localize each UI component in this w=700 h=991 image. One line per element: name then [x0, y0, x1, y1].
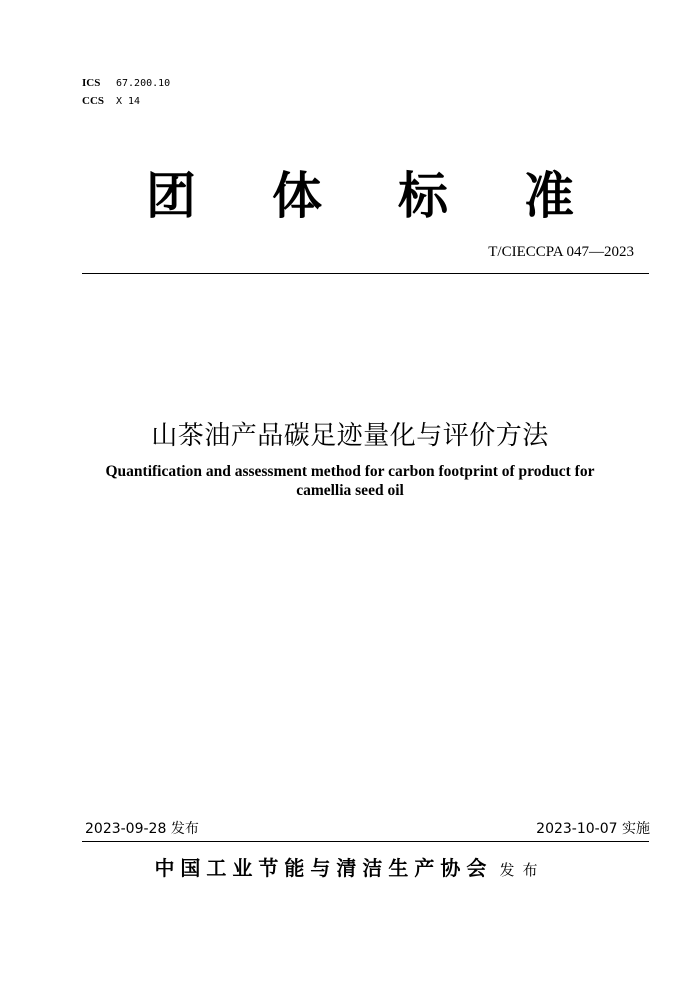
document-title-english: Quantification and assessment method for carbon footprint of product for camellia seed oil	[105, 463, 595, 499]
ccs-label: CCS	[82, 95, 105, 107]
ics-code-row	[82, 76, 170, 91]
standard-type-char: 准	[524, 167, 574, 225]
header-divider	[82, 273, 649, 274]
issue-date-row	[85, 820, 199, 838]
publisher-name: 中国工业节能与清洁生产协会	[154, 856, 493, 880]
standard-type-char: 团	[146, 167, 196, 225]
issue-label: 发布	[170, 821, 199, 837]
implementation-date: 2023-10-07	[536, 821, 618, 837]
document-title-chinese: 山茶油产品碳足迹量化与评价方法	[151, 421, 549, 451]
standard-number: T/CIECCPA 047—2023	[488, 244, 634, 260]
implementation-label: 实施	[622, 821, 650, 837]
ics-label: ICS	[82, 77, 101, 89]
ics-value: 67.200.10	[116, 78, 171, 89]
standard-type-heading	[140, 166, 600, 226]
standard-type-char: 体	[272, 167, 322, 225]
ccs-value: X 14	[116, 96, 141, 107]
publisher-suffix: 发布	[499, 861, 546, 879]
ccs-code-row	[82, 94, 140, 109]
standard-type-char: 标	[398, 167, 448, 225]
issue-date: 2023-09-28	[85, 821, 167, 837]
implementation-date-row	[536, 820, 650, 838]
footer-divider	[82, 841, 649, 842]
publisher-row	[0, 852, 700, 881]
